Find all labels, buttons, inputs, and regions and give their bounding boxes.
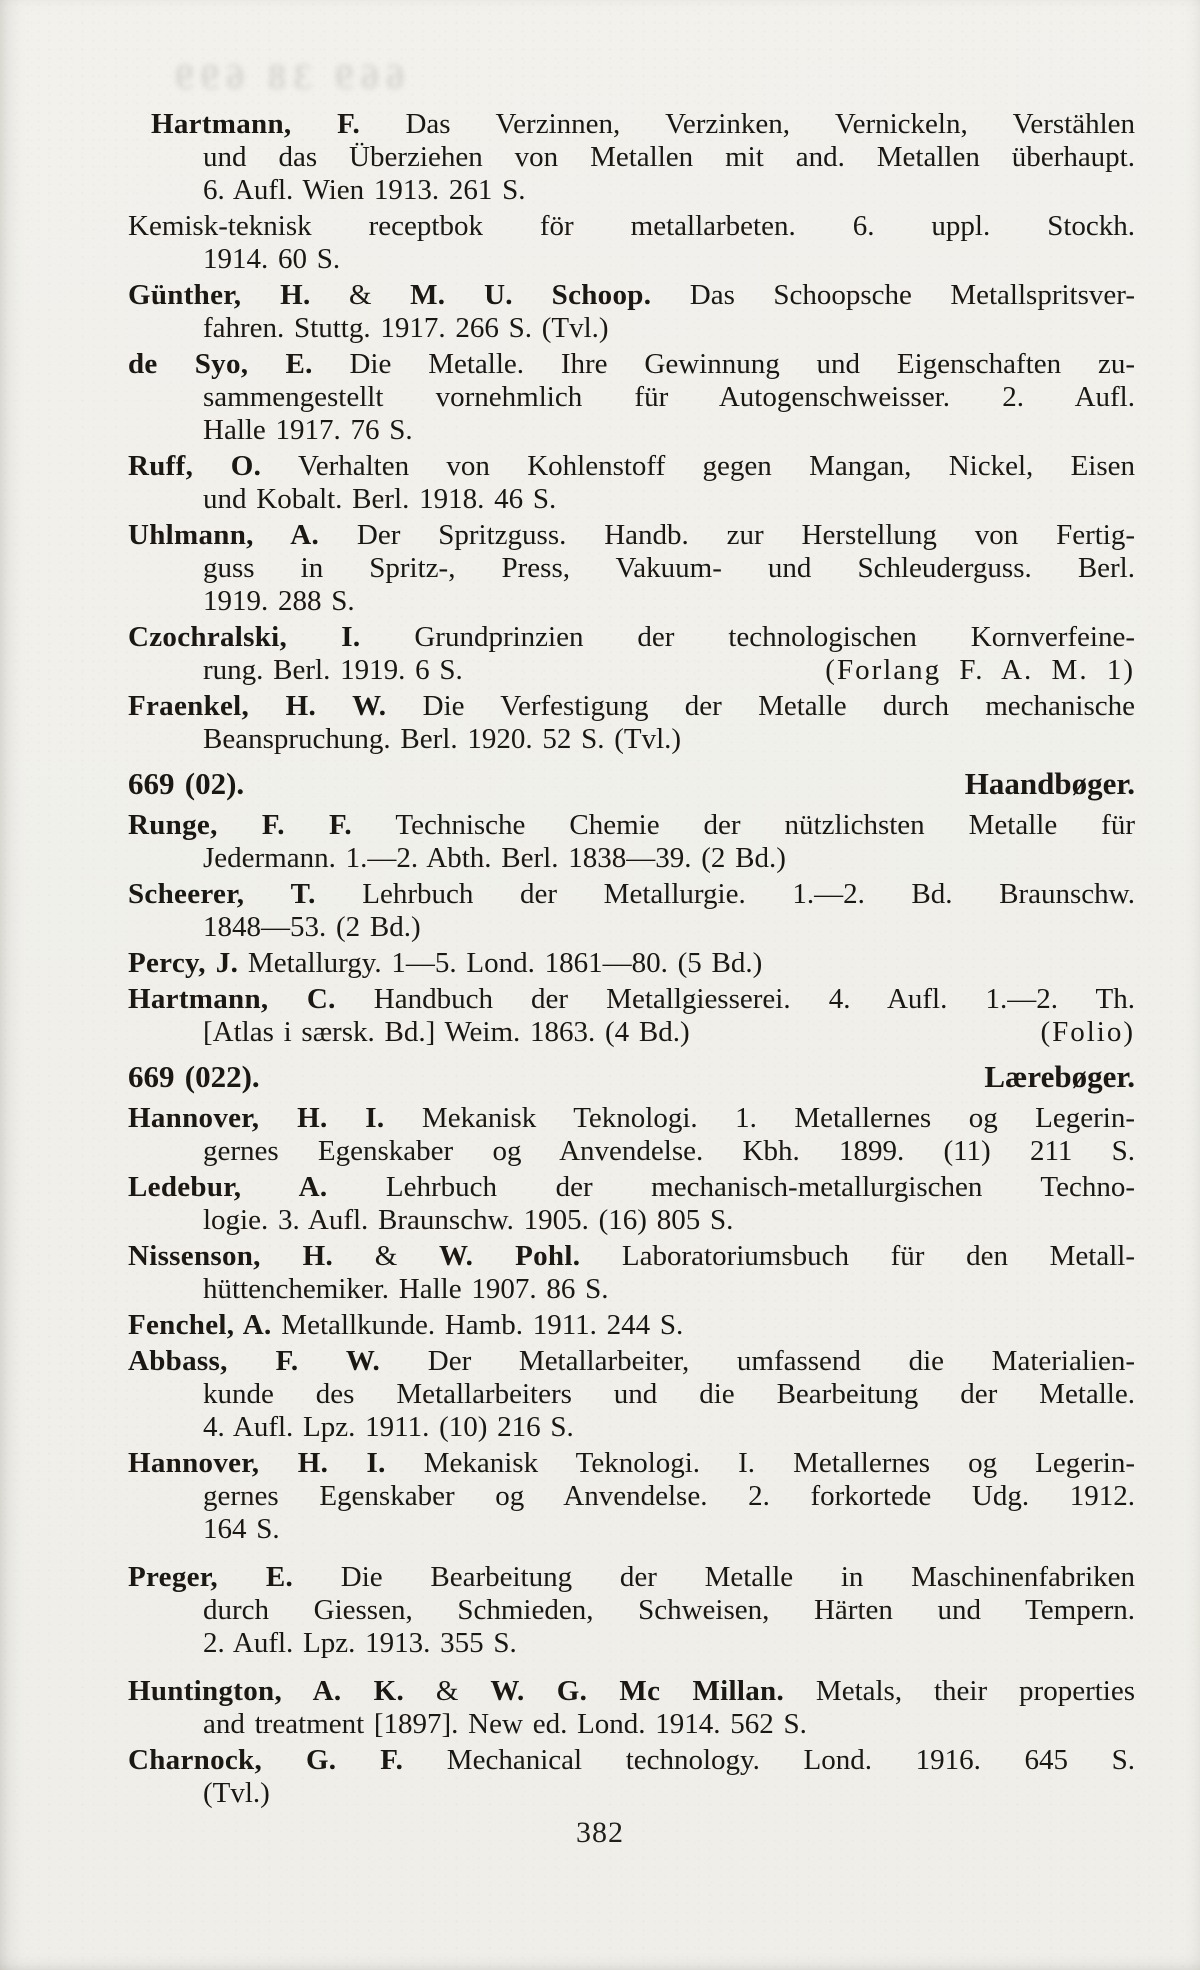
author-name: Ledebur, A. [128,1171,328,1203]
bib-line: Hannover, H. I. Mekanisk Teknologi. 1. Metallernes og Legerin- [128,1102,1135,1134]
bib-line: Hannover, H. I. Mekanisk Teknologi. I. Metallernes og Legerin- [128,1447,1135,1479]
bib-entry [128,1345,1135,1444]
author-name: Günther, H. [128,279,311,311]
bib-entry [128,279,1135,345]
author-separator: & [310,279,411,311]
bib-entry [128,809,1135,875]
bib-entry [128,621,1135,687]
bib-line: 2. Aufl. Lpz. 1913. 355 S. [203,1627,517,1659]
bib-entry [128,108,1135,207]
author-name: Hartmann, F. [151,108,361,140]
bib-line: und das Überziehen von Metallen mit and. Metallen überhaupt. [203,141,1135,173]
bib-entry [128,983,1135,1049]
author-name: de Syo, E. [128,348,313,380]
bib-entry [128,1240,1135,1306]
bib-line: sammengestellt vornehmlich für Autogenschweisser. 2. Aufl. [203,381,1135,413]
bib-entry [128,1171,1135,1237]
bib-entry [128,947,1135,980]
bib-entry [128,450,1135,516]
bib-line: Abbass, F. W. Der Metallarbeiter, umfassend die Materialien- [128,1345,1135,1377]
bib-line: (Tvl.) [203,1777,270,1809]
bib-line: Czochralski, I. Grundprinzien der technologischen Kornverfeine- [128,621,1135,653]
bib-line: Huntington, A. K. & W. G. Mc Millan. Metals, their properties [128,1675,1136,1707]
author-name: Hannover, H. I. [128,1102,385,1134]
bib-line: Beanspruchung. Berl. 1920. 52 S. (Tvl.) [203,723,682,755]
bib-line: Günther, H. & M. U. Schoop. Das Schoopsche Metallspritsver- [128,279,1135,311]
bib-entry [128,1561,1135,1660]
bib-entry [128,690,1135,756]
bib-line-note: (Forlang F. A. M. 1) [825,654,1135,686]
bleedthrough-artifact: 669 38 699 [168,57,405,98]
section-heading [128,1060,1135,1093]
bib-line [203,654,1135,687]
author-name: Percy, J. [128,947,239,979]
author-name: Fraenkel, H. W. [128,690,387,722]
author-name: Runge, F. F. [128,809,352,841]
bib-line: 1914. 60 S. [203,243,341,275]
page-number: 382 [576,1816,624,1849]
section-title: Lærebøger. [984,1059,1135,1094]
bib-entry [128,878,1135,944]
bib-line: und Kobalt. Berl. 1918. 46 S. [203,483,557,515]
bib-line: Percy, J. Metallurgy. 1—5. Lond. 1861—80. (5 Bd.) [128,947,763,979]
section-number: 669 (022). [128,1059,260,1094]
section-number: 669 (02). [128,766,245,801]
bib-line: Fraenkel, H. W. Die Verfestigung der Metalle durch mechanische [128,690,1135,722]
bibliography-list [128,108,1135,1813]
author-name: W. Pohl. [438,1240,581,1272]
bib-line-text: [Atlas i særsk. Bd.] Weim. 1863. (4 Bd.) [203,1016,690,1048]
author-name: Charnock, G. F. [128,1744,404,1776]
bib-line: 164 S. [203,1513,280,1545]
bib-line: 6. Aufl. Wien 1913. 261 S. [203,174,526,206]
author-name: Ruff, O. [128,450,262,482]
bib-line: Halle 1917. 76 S. [203,414,413,446]
bib-entry [128,210,1135,276]
bib-line: 4. Aufl. Lpz. 1911. (10) 216 S. [203,1411,574,1443]
bib-line: logie. 3. Aufl. Braunschw. 1905. (16) 805 S. [203,1204,734,1236]
bib-line: hüttenchemiker. Halle 1907. 86 S. [203,1273,609,1305]
author-name: Fenchel, A. [128,1309,272,1341]
bib-line: fahren. Stuttg. 1917. 266 S. (Tvl.) [203,312,609,344]
bib-line: Runge, F. F. Technische Chemie der nützlichsten Metalle für [128,809,1135,841]
bib-line: kunde des Metallarbeiters und die Bearbeitung der Metalle. [203,1378,1135,1410]
bib-line: Charnock, G. F. Mechanical technology. Lond. 1916. 645 S. [128,1744,1136,1776]
bib-line: gernes Egenskaber og Anvendelse. 2. forkortede Udg. 1912. [203,1480,1135,1512]
author-name: Czochralski, I. [128,621,361,653]
bib-line: Preger, E. Die Bearbeitung der Metalle in Maschinenfabriken [128,1561,1135,1593]
bib-entry [128,1102,1135,1168]
author-name: Scheerer, T. [128,878,316,910]
bib-line-note: (Folio) [1040,1016,1135,1048]
author-name: Uhlmann, A. [128,519,320,551]
bib-entry [128,519,1135,618]
bib-line: Scheerer, T. Lehrbuch der Metallurgie. 1.—2. Bd. Braunschw. [128,878,1135,910]
author-separator: & [404,1675,491,1707]
author-name: Hartmann, C. [128,983,336,1015]
author-name: M. U. Schoop. [410,279,652,311]
bib-line: Nissenson, H. & W. Pohl. Laboratoriumsbuch für den Metall- [128,1240,1135,1272]
bib-line: gernes Egenskaber og Anvendelse. Kbh. 1899. (11) 211 S. [203,1135,1135,1167]
bib-line: de Syo, E. Die Metalle. Ihre Gewinnung und Eigenschaften zu- [128,348,1135,380]
section-heading [128,767,1135,800]
bib-line: 1848—53. (2 Bd.) [203,911,421,943]
bib-line: Hartmann, F. Das Verzinnen, Verzinken, Vernickeln, Verstählen [151,108,1135,140]
bib-line: Fenchel, A. Metallkunde. Hamb. 1911. 244 S. [128,1309,684,1341]
bib-line: Ruff, O. Verhalten von Kohlenstoff gegen Mangan, Nickel, Eisen [128,450,1135,482]
bib-line: 1919. 288 S. [203,585,355,617]
bib-line-text: rung. Berl. 1919. 6 S. [203,654,463,686]
bib-line: Uhlmann, A. Der Spritzguss. Handb. zur Herstellung von Fertig- [128,519,1136,551]
author-name: W. G. Mc Millan. [490,1675,784,1707]
bib-entry [128,1447,1135,1546]
section-title: Haandbøger. [964,766,1135,801]
bib-entry [128,348,1135,447]
bib-line: Kemisk-teknisk receptbok för metallarbeten. 6. uppl. Stockh. [128,210,1135,242]
bib-line: guss in Spritz-, Press, Vakuum- und Schleuderguss. Berl. [203,552,1135,584]
bib-line: Hartmann, C. Handbuch der Metallgiesserei. 4. Aufl. 1.—2. Th. [128,983,1136,1015]
author-name: Preger, E. [128,1561,294,1593]
bib-line: Jedermann. 1.—2. Abth. Berl. 1838—39. (2 Bd.) [203,842,786,874]
bib-line [203,1016,1135,1049]
bib-line: durch Giessen, Schmieden, Schweisen, Härten und Tempern. [203,1594,1135,1626]
bib-entry [128,1744,1135,1810]
bib-entry [128,1309,1135,1342]
author-separator: & [333,1240,439,1272]
bib-line: and treatment [1897]. New ed. Lond. 1914. 562 S. [203,1708,807,1740]
bib-line: Ledebur, A. Lehrbuch der mechanisch-metallurgischen Techno- [128,1171,1135,1203]
bib-entry [128,1675,1135,1741]
author-name: Huntington, A. K. [128,1675,405,1707]
author-name: Nissenson, H. [128,1240,334,1272]
author-name: Hannover, H. I. [128,1447,386,1479]
author-name: Abbass, F. W. [128,1345,381,1377]
